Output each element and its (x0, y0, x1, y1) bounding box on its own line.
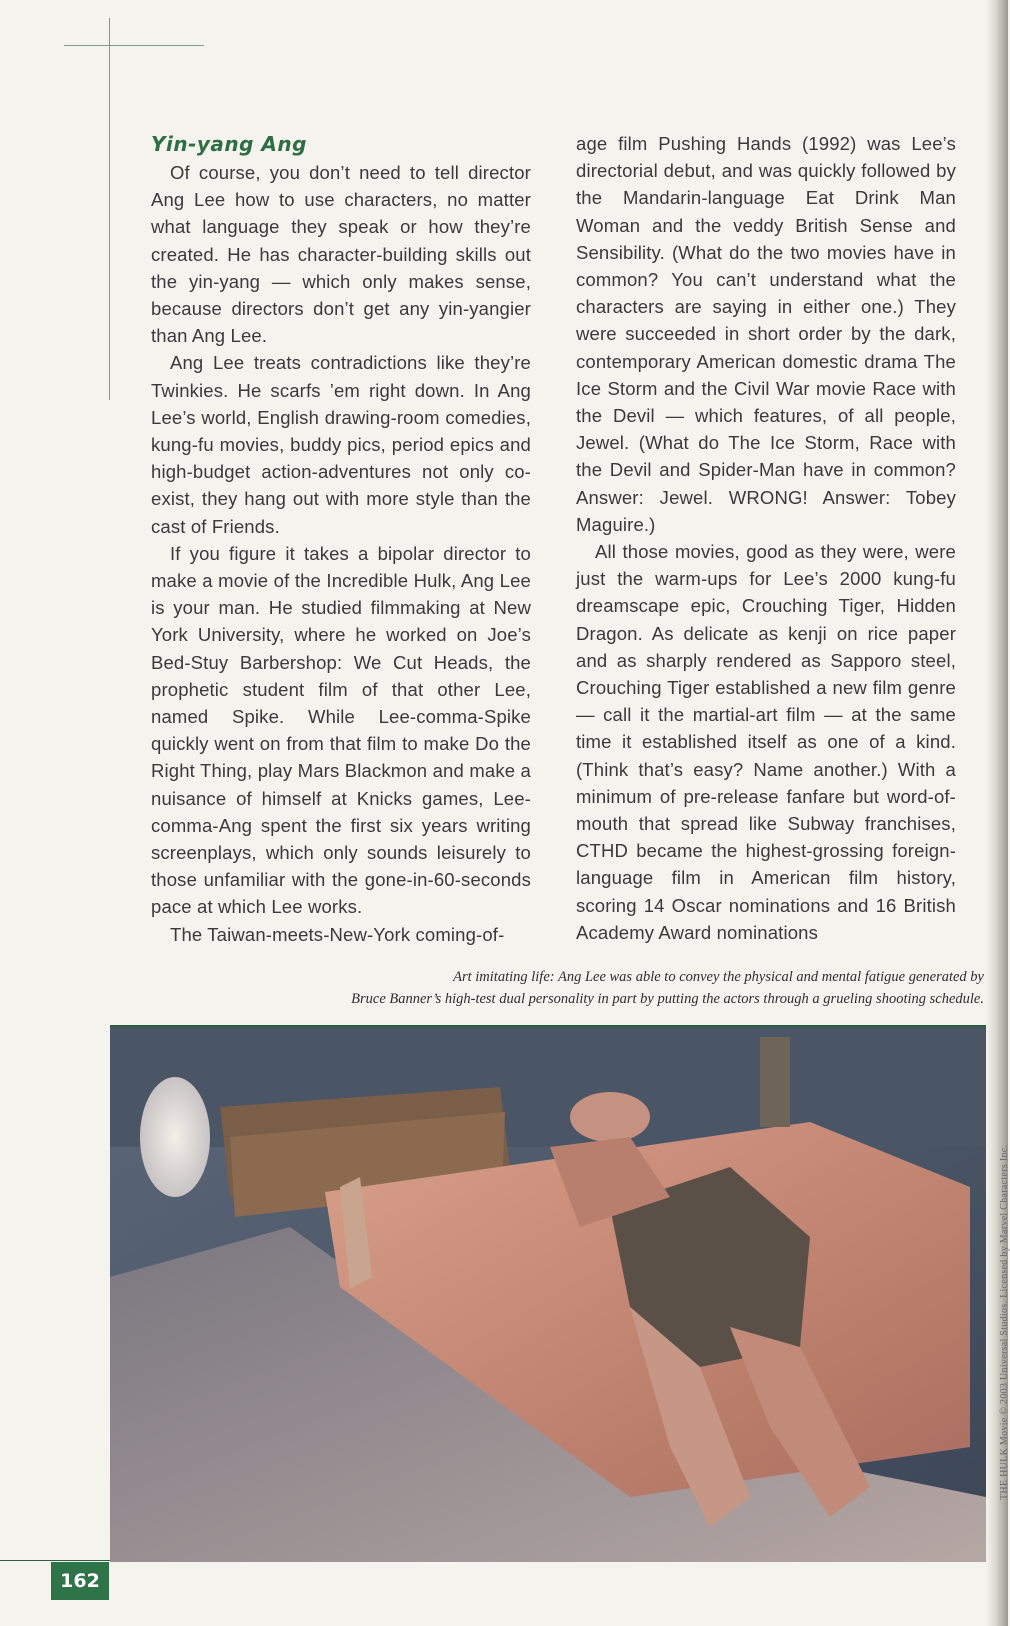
photo-caption (180, 966, 984, 1010)
page-number: 162 (51, 1562, 109, 1600)
corner-rule-horizontal (64, 45, 204, 46)
paragraph: The Taiwan-meets-New-York coming-of- (170, 923, 505, 945)
paragraph: If you figure it takes a bipolar director to make a movie of the Incredible Hulk, Ang Lee is your man. He studied filmmaking at New York University, where he worked on Joe’s Bed-Stuy Barbershop: We Cut Heads, the prophetic student film of that other Lee, named Spike. While Lee-comma-Spike quickly went on from that film to make Do the Right Thing, play Mars Blackmon and make a nuisance of himself at Knicks games, Lee-comma-Ang spent the first six years writing screenplays, which only sounds leisurely to those unfamiliar with the gone-in-60-seconds pace at which Lee works. (151, 542, 531, 918)
caption-line: Bruce Banner’s high-test dual personality in part by putting the actors through a grueling shooting schedule. (351, 991, 984, 1007)
left-column (151, 130, 531, 948)
paragraph: age film Pushing Hands (1992) was Lee’s directorial debut, and was quickly followed by the Mandarin-language Eat Drink Man Woman and the veddy British Sense and Sensibility. (What do the two movies have in common? You can’t understand what the characters are saying in either one.) They were succeeded in short order by the dark, contemporary American domestic drama The Ice Storm and the Civil War movie Race with the Devil — which features, of all people, Jewel. (What do The Ice Storm, Race with the Devil and Spider-Man have in common? Answer: Jewel. WRONG! Answer: Tobey Maguire.) (576, 133, 956, 535)
section-heading: Yin-yang Ang (151, 132, 307, 156)
paragraph: Of course, you don’t need to tell director Ang Lee how to use characters, no matter what language they speak or how they’re created. He has character-building skills out the yin-yang — which only makes sense, because directors don’t get any yin-yangier than Ang Lee. (151, 162, 531, 347)
bottom-rule (0, 1560, 110, 1561)
photo-illustration (110, 1027, 986, 1562)
paragraph: Ang Lee treats contradictions like they’re Twinkies. He scarfs ’em right down. In Ang Lee’s world, English drawing-room comedies, kung-fu movies, buddy pics, period epics and high-budget action-adventures not only co-exist, they hang out with more style than the cast of Friends. (151, 352, 531, 537)
photo-credit: THE HULK Movie © 2003 Universal Studios. Licensed by Marvel Characters Inc. (999, 1144, 1010, 1500)
paragraph: All those movies, good as they were, were just the warm-ups for Lee’s 2000 kung-fu dreamscape epic, Crouching Tiger, Hidden Dragon. As delicate as kenji on rice paper and as sharply rendered as Sapporo steel, Crouching Tiger established a new film genre — call it the martial-art film — at the same time it established itself as one of a kind. (Think that’s easy? Name another.) With a minimum of pre-release fanfare but word-of-mouth that spread like Subway franchises, CTHD became the highest-grossing foreign-language film in American film history, scoring 14 Oscar nominations and 16 British Academy Award nominations (576, 541, 956, 943)
corner-rule-vertical (109, 18, 110, 400)
right-column (576, 130, 956, 946)
caption-line: Art imitating life: Ang Lee was able to convey the physical and mental fatigue generated by (453, 969, 984, 985)
film-still-photo (110, 1025, 986, 1562)
